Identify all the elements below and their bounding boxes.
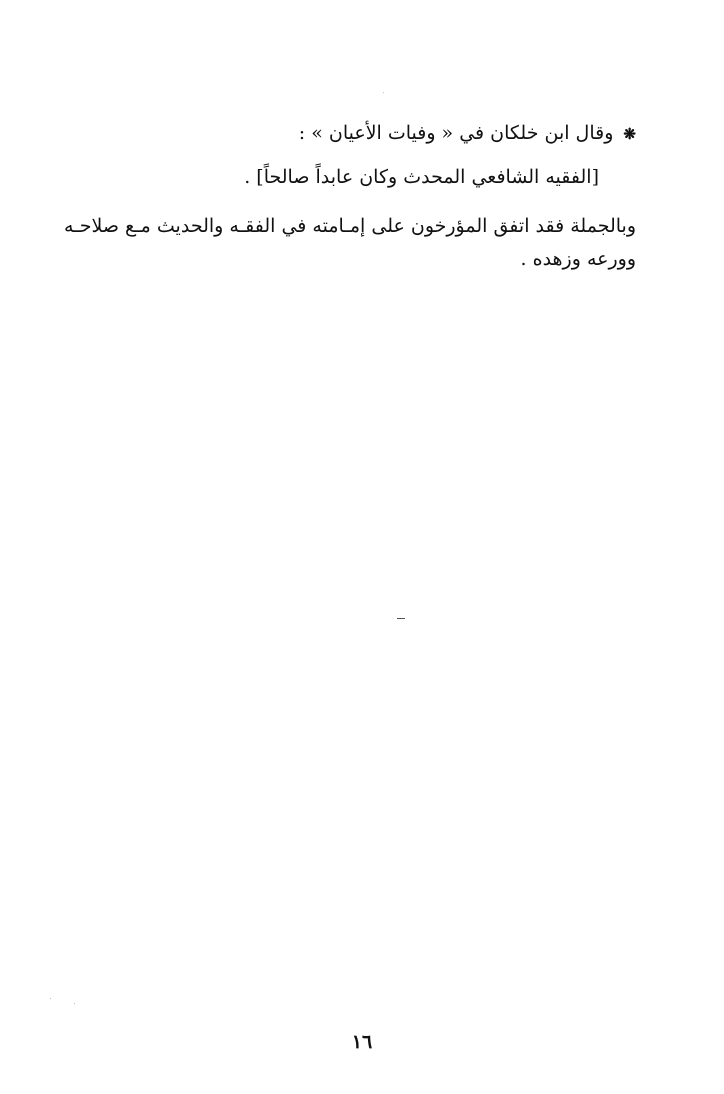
attribution-text: وقال ابن خلكان في « وفيات الأعيان » : [298,122,614,144]
quote-attribution-line [299,120,636,147]
scan-speck [50,998,51,999]
bullet-asterisk-icon: ❋ [623,125,636,143]
paragraph-line-2: وورعه وزهده . [520,248,636,270]
scan-speck [383,92,384,93]
bracketed-quote: [الفقيه الشافعي المحدث وكان عابداً صالحاً] . [244,166,599,188]
paragraph-line-1: وبالجملة فقد اتفق المؤرخون على إمـامته في الفقـه والحديث مـع صلاحـه [64,215,636,237]
page-number: ١٦ [351,1031,373,1053]
scan-speck [74,1003,75,1004]
stray-mark [397,618,405,619]
